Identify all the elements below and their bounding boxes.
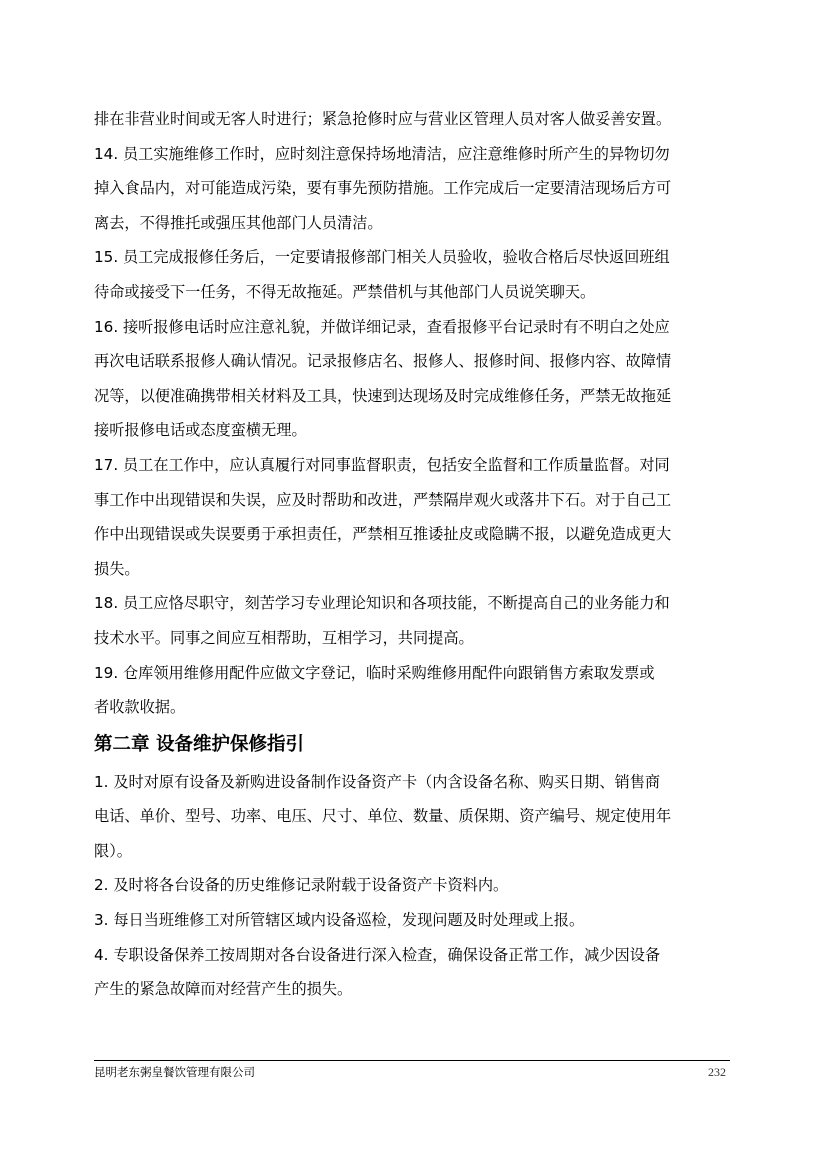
chapter-text-line: 限）。 [94,841,132,860]
page-number: 232 [708,1065,726,1079]
chapter-text-line: 电话、单价、型号、功率、电压、尺寸、单位、数量、质保期、资产编号、规定使用年 [94,807,672,826]
text-line: 再次电话联系报修人确认情况。记录报修店名、报修人、报修时间、报修内容、故障情 [94,352,672,371]
text-line: 事工作中出现错误和失误，应及时帮助和改进，严禁隔岸观火或落井下石。对于自己工 [94,490,672,509]
chapter-text-line: 2. 及时将各台设备的历史维修记录附载于设备资产卡资料内。 [94,876,509,895]
text-line: 况等，以便准确携带相关材料及工具，快速到达现场及时完成维修任务，严禁无故拖延 [94,386,672,405]
footer-divider [94,1060,730,1061]
text-line: 损失。 [94,559,140,578]
text-line: 排在非营业时间或无客人时进行；紧急抢修时应与营业区管理人员对客人做妥善安置。 [94,110,672,128]
text-line: 掉入食品内，对可能造成污染，要有事先预防措施。工作完成后一定要清洁现场后方可 [94,179,672,198]
text-line: 14. 员工实施维修工作时，应时刻注意保持场地清洁，应注意维修时所产生的异物切勿 [94,144,670,163]
chapter-text-line: 4. 专职设备保养工按周期对各台设备进行深入检查，确保设备正常工作，减少因设备 [94,945,661,964]
text-line: 技术水平。同事之间应互相帮助，互相学习，共同提高。 [94,628,474,647]
text-line: 待命或接受下一任务，不得无故拖延。严禁借机与其他部门人员说笑聊天。 [94,282,596,301]
text-line: 19. 仓库领用维修用配件应做文字登记，临时采购维修用配件向跟销售方索取发票或 [94,663,655,682]
text-line: 离去，不得推托或强压其他部门人员清洁。 [94,213,383,232]
chapter-title: 第二章 设备维护保修指引 [94,733,304,755]
chapter-text-line: 3. 每日当班维修工对所管辖区域内设备巡检，发现问题及时处理或上报。 [94,911,585,930]
chapter-text-line: 1. 及时对原有设备及新购进设备制作设备资产卡（内含设备名称、购买日期、销售商 [94,772,661,791]
text-line: 接听报修电话或态度蛮横无理。 [94,421,307,440]
text-line: 作中出现错误或失误要勇于承担责任，严禁相互推诿扯皮或隐瞒不报，以避免造成更大 [94,525,672,544]
text-line: 18. 员工应恪尽职守，刻苦学习专业理论知识和各项技能，不断提高自己的业务能力和 [94,594,670,613]
text-line: 17. 员工在工作中，应认真履行对同事监督职责，包括安全监督和工作质量监督。对同 [94,455,670,474]
text-line: 者收款收据。 [94,698,186,717]
text-line: 16. 接听报修电话时应注意礼貌，并做详细记录，查看报修平台记录时有不明白之处应 [94,317,670,336]
chapter-text-line: 产生的紧急故障而对经营产生的损失。 [94,980,353,999]
footer-company-name: 昆明老东粥皇餐饮管理有限公司 [94,1065,255,1079]
text-line: 15. 员工完成报修任务后，一定要请报修部门相关人员验收，验收合格后尽快返回班组 [94,248,670,267]
body-text [94,102,730,1007]
